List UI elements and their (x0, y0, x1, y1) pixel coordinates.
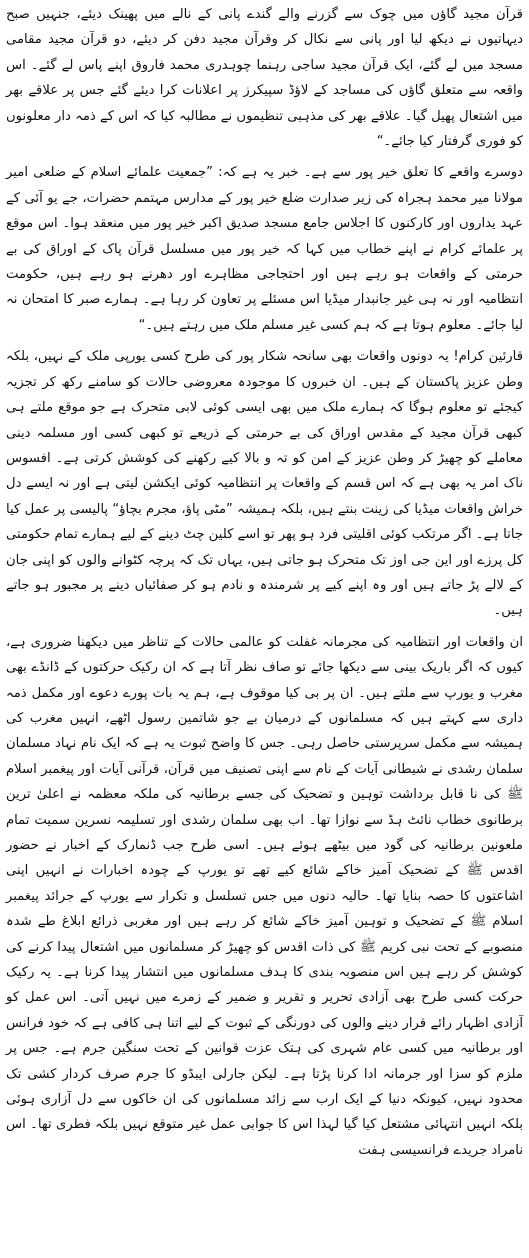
article-paragraph-2: دوسرے واقعے کا تعلق خیر پور سے ہے۔ خبر یہ ہے کہ: ”جمعیت علمائے اسلام کے ضلعی امیر مولانا میر محمد ہجراہ کی زیر صدارت ضلع خیر پور کے مدارس مہتمم حضرات، جے یو آئی کے عہد یداروں اور کارکنوں کا اجلاس جامع مسجد صدیق اکبر خیر پور میں منعقد ہوا۔ اس موقع پر علمائے کرام نے اپنے خطاب میں کہا کہ خیر پور میں مسلسل قرآن پاک کے اوراق کی بے حرمتی کے واقعات ہو رہے ہیں اور احتجاجی مظاہرے اور دھرنے ہو رہے ہیں، حکومت انتظامیہ اور نہ ہی غیر جانبدار میڈیا اس مسئلے پر تعاون کر رہا ہے۔ ہمارے صبر کا امتحان نہ لیا جائے۔ معلوم ہوتا ہے کہ ہم کسی غیر مسلم ملک میں رہتے ہیں۔“ (6, 165, 523, 333)
article-paragraph-4: ان واقعات اور انتظامیہ کی مجرمانہ غفلت کو عالمی حالات کے تناظر میں دیکھنا ضروری ہے، کیوں کہ اگر باریک بینی سے دیکھا جائے تو صاف نظر آتا ہے کہ ان رکیک حرکتوں کے ڈانڈے بھی مغرب و یورپ سے ملتے ہیں۔ ان پر بی کیا موقوف ہے، ہم یہ بات پورے دعوے اور مکمل ذمہ داری سے کہتے ہیں کہ مسلمانوں کے درمیان بے جو شاتمین رسول اٹھے، انہیں مغرب کی ہمیشہ سے مکمل سرپرستی حاصل رہی۔ جس کا واضح ثبوت یہ ہے کہ ایک نام نہاد مسلمان سلمان رشدی نے شیطانی آیات کے نام سے اپنی تصنیف میں قرآن، قرآنی آیات اور پیغمبر اسلام ﷺ کی نا قابل برداشت توہین و تضحیک کی جسے برطانیہ کی ملکہ معظمہ نے اعلیٰ ترین برطانوی خطاب نائٹ ہڈ سے نوازا تھا۔ اب بھی سلمان رشدی اور تسلیمہ نسرین سمیت تمام ملعونین برطانیہ کی گود میں بیٹھے ہوئے ہیں۔ اسی طرح جب ڈنمارک کے اخبار نے حضور اقدس ﷺ کے تضحیک آمیز خاکے شائع کیے تھے تو یورپ کے چودہ اخبارات نے انہیں اپنی اشاعتوں کا حصہ بنایا تھا۔ حالیہ دنوں میں جس تسلسل و تکرار سے یورپ کے جرائد پیغمبر اسلام ﷺ کے تضحیک و توہین آمیز خاکے شائع کر رہے ہیں اور مغربی ذرائع ابلاغ طے شدہ منصوبے کے تحت نبی کریم ﷺ کی ذات اقدس کو چھیڑ کر مسلمانوں میں اشتعال پیدا کرنے کی کوشش کر رہے ہیں اس منصوبہ بندی کا ہدف مسلمانوں میں انتشار پیدا کرنا ہے۔ یہ رکیک حرکت کسی طرح بھی آزادی تحریر و تقریر و ضمیر کے زمرے میں نہیں آتی۔ اس عمل کو آزادی اظہار رائے قرار دینے والوں کی دورنگی کے ثبوت کے لیے اتنا ہی کافی ہے کہ خود فرانس اور برطانیہ میں کسی عام شہری کی ہتک عزت قوانین کے تحت سنگین جرم ہے۔ جس پر ملزم کو سزا اور جرمانہ ادا کرنا پڑتا ہے۔ لیکن جارلی ایبڈو کا جرم صرف کردار کشی تک محدود نہیں، کیونکہ دنیا کے ایک ارب سے زائد مسلمانوں کی ان خاکوں سے دل آزاری ہوئی بلکہ انہیں انتہائی مشتعل کیا گیا لہذا اس کا جوابی عمل غیر متوقع نہیں بلکہ فطری تھا۔ اس نامراد جریدے فرانسیسی ہفت (6, 634, 523, 1158)
article-paragraph-1: قرآن مجید گاؤں میں چوک سے گزرنے والے گندے پانی کے نالے میں پھینک دیئے، جنہیں صبح دیہاتیوں نے دیکھ لیا اور پانی سے نکال کر وقرآن مجید دفن کر دیئے، دو قرآن مجید مقامی مسجد میں لے گئے، ایک قرآن مجید ساجی رہنما چوہدری محمد فاروق اپنے پاس لے گئے۔ اس واقعہ سے متعلق گاؤں کی مساجد کے لاؤڈ سپیکرز پر اعلانات کرا دیئے گئے جس پر علاقے بھر میں اشتعال پھیل گیا۔ علاقے بھر کی مذہبی تنظیموں نے مطالبہ کیا کہ اس کے ذمہ دار معلونوں کو فوری گرفتار کیا جائے۔“ (6, 7, 523, 150)
article-paragraph-3: قارئین کرام! یہ دونوں واقعات بھی سانحہ شکار پور کی طرح کسی یورپی ملک کے نہیں، بلکہ وطن عزیز پاکستان کے ہیں۔ ان خبروں کا موجودہ معروضی حالات کو سامنے رکھ کر تجزیہ کیجئے تو معلوم ہوگا کہ ہمارے ملک میں بھی ایسی کوئی لابی متحرک ہے جو موقع ملتے ہی کبھی قرآن مجید کے مقدس اوراق کی بے حرمتی کے ذریعے تو کبھی کسی اور مسلمہ دینی معاملے کو چھیڑ کر وطن عزیز کے امن کو تہ و بالا کیے رکھنے کی کوشش کرتی ہے۔ افسوس ناک امر یہ بھی ہے کہ اس قسم کے واقعات پر انتظامیہ کوئی ایکشن لیتی ہے اور نہ ایسے دل خراش واقعات میڈیا کی زینت بنتے ہیں، بلکہ ہمیشہ ”مٹی پاؤ، مجرم بچاؤ“ پالیسی پر عمل کیا جاتا ہے۔ اگر مرتکب کوئی اقلیتی فرد ہو پھر تو اسے کلین چٹ دینے کے لیے ہمارے تمام حکومتی کل پرزے اور این جی اوز تک متحرک ہو جاتی ہیں، یہاں تک کہ پرچہ کٹوانے والوں کو اپنی جان کے لالے پڑ جاتے ہیں اور وہ اپنے کیے پر شرمندہ و نادم ہو کر صفائیاں دینے پر مجبور ہو جاتے ہیں۔ (6, 349, 523, 619)
